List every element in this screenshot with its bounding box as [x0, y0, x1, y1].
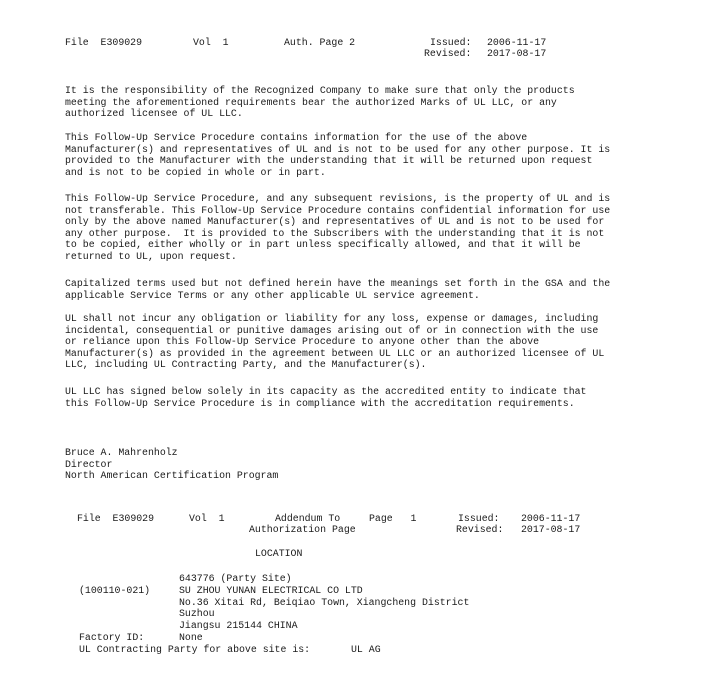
paragraph-line: This Follow-Up Service Procedure, and any subsequent revisions, is the property of UL and is	[65, 193, 611, 204]
contracting-party-label: UL Contracting Party for above site is:	[79, 644, 311, 655]
addendum-title: Addendum To	[275, 513, 341, 524]
revised-label: Revised:	[424, 48, 472, 59]
paragraph-line: authorized licensee of UL LLC.	[65, 108, 243, 120]
paragraph-line: Manufacturer(s) as provided in the agreement between UL LLC or an authorized licensee of UL	[65, 347, 605, 359]
issued-date: 2006-11-17	[487, 37, 547, 48]
paragraph-line: It is the responsibility of the Recognized Company to make sure that only the products	[65, 85, 575, 96]
addendum-page: Page 1	[369, 513, 417, 524]
address-line: Suzhou	[179, 608, 215, 620]
address-line: Jiangsu 215144 CHINA	[179, 619, 298, 631]
paragraph-line: provided to the Manufacturer with the understanding that it will be returned upon request	[65, 155, 593, 167]
paragraph-line: incidental, consequential or punitive damages arising out of or in connection with the use	[65, 324, 599, 336]
factory-id-value: None	[179, 632, 203, 643]
paragraph-line: Manufacturer(s) and representatives of UL and is not to be used for any other purpose. It is	[65, 143, 611, 155]
paragraph-liability	[65, 313, 690, 371]
factory-id-label: Factory ID:	[79, 632, 145, 643]
paragraph-line: UL LLC has signed below solely in its capacity as the accredited entity to indicate that	[65, 386, 587, 397]
addendum-issued-date: 2006-11-17	[521, 513, 581, 524]
paragraph-line: to be copied, either wholly or in part unless specifically allowed, and that it will be	[65, 239, 581, 251]
paragraph-line: meeting the aforementioned requirements bear the authorized Marks of UL LLC, or any	[65, 96, 557, 108]
paragraph-line: returned to UL, upon request.	[65, 250, 237, 262]
addendum-subtitle: Authorization Page	[249, 524, 356, 535]
paragraph-line: and is not to be copied in whole or in part.	[65, 166, 326, 178]
signer-program: North American Certification Program	[65, 470, 279, 482]
paragraph-definitions	[65, 278, 690, 301]
paragraph-property	[65, 193, 690, 263]
contracting-party-value: UL AG	[351, 644, 381, 655]
paragraph-line: Capitalized terms used but not defined herein have the meanings set forth in the GSA and the	[65, 278, 611, 289]
addendum-revised-date: 2017-08-17	[521, 524, 581, 535]
paragraph-line: This Follow-Up Service Procedure contains information for the use of the above	[65, 132, 528, 143]
addendum-revised-label: Revised:	[456, 524, 504, 535]
paragraph-line: any other purpose. It is provided to the Subscribers with the understanding that it is not	[65, 227, 605, 239]
addendum-file-number: File E309029	[77, 513, 155, 524]
addendum-issued-label: Issued:	[458, 513, 500, 524]
address-line: No.36 Xitai Rd, Beiqiao Town, Xiangcheng District	[179, 596, 470, 608]
auth-page: Auth. Page 2	[284, 37, 356, 48]
signer-name: Bruce A. Mahrenholz	[65, 447, 178, 458]
paragraph-line: UL shall not incur any obligation or liability for any loss, expense or damages, including	[65, 313, 599, 324]
signature-block	[65, 447, 278, 482]
paragraph-line: only by the above named Manufacturer(s) and representatives of UL and is not to be used for	[65, 216, 605, 228]
address-line: SU ZHOU YUNAN ELECTRICAL CO LTD	[179, 585, 363, 596]
site-code: (100110-021)	[79, 585, 151, 596]
paragraph-line: LLC, including UL Contracting Party, and the Manufacturer(s).	[65, 359, 427, 371]
file-number: File E309029	[65, 37, 143, 48]
signer-title: Director	[65, 458, 113, 470]
paragraph-line: this Follow-Up Service Procedure is in compliance with the accreditation requirements.	[65, 397, 575, 409]
location-heading: LOCATION	[255, 548, 303, 559]
issued-label: Issued:	[430, 37, 472, 48]
paragraph-line: not transferable. This Follow-Up Service Procedure contains confidential information for use	[65, 204, 611, 216]
revised-date: 2017-08-17	[487, 48, 547, 59]
paragraph-line: applicable Service Terms or any other applicable UL service agreement.	[65, 289, 480, 301]
paragraph-responsibility	[65, 85, 690, 120]
paragraph-usage	[65, 132, 690, 178]
volume: Vol 1	[193, 37, 229, 48]
paragraph-accreditation	[65, 386, 690, 409]
paragraph-line: or reliance upon this Follow-Up Service Procedure to anyone other than the above	[65, 336, 540, 348]
addendum-volume: Vol 1	[189, 513, 225, 524]
site-address	[179, 585, 469, 631]
party-site: 643776 (Party Site)	[179, 573, 292, 584]
